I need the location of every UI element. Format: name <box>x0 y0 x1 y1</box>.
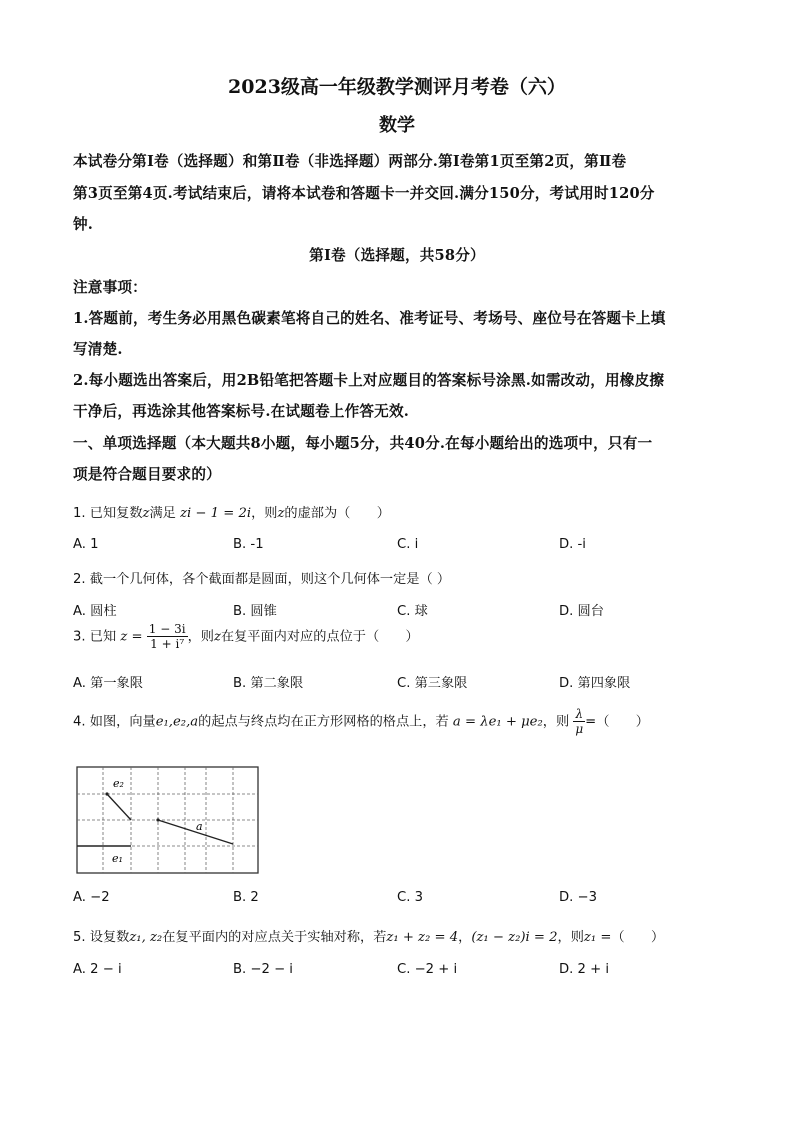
part-heading: 第Ⅰ卷（选择题，共58分） <box>309 247 485 264</box>
question-1-option-b: B. -1 <box>233 537 264 552</box>
question-4-option-a: A. −2 <box>73 890 110 905</box>
question-3-stem: 3. 已知 z = $\frac{1 - 3i}{\text{1 + i⁷}}$ ，则z在复平面内对应的点位于（ ） <box>73 622 419 651</box>
question-1-option-a: A. 1 <box>73 537 99 552</box>
question-2-option-b: B. 圆锥 <box>233 604 277 619</box>
question-2-option-c: C. 球 <box>397 604 428 619</box>
section-heading-line-1: 一、单项选择题（本大题共8小题，每小题5分，共40分.在每小题给出的选项中，只有一 <box>73 435 653 452</box>
section-heading-line-2: 项是符合题目要求的） <box>73 466 221 483</box>
label-e1: e₁ <box>112 852 123 865</box>
question-2-option-a: A. 圆柱 <box>73 604 117 619</box>
intro-line-3: 钟. <box>73 216 94 233</box>
vector-e2-line <box>107 794 131 820</box>
question-4-option-b: B. 2 <box>233 890 259 905</box>
question-1-option-d: D. -i <box>559 537 586 552</box>
question-3-option-c: C. 第三象限 <box>397 676 468 691</box>
question-1-option-c: C. i <box>397 537 419 552</box>
question-1-stem: 1. 已知复数z满足 zi − 1 = 2i，则z的虚部为（ ） <box>73 506 390 521</box>
exam-title: 2023级高一年级教学测评月考卷（六） <box>228 76 566 98</box>
question-3-option-b: B. 第二象限 <box>233 676 304 691</box>
intro-line-1: 本试卷分第Ⅰ卷（选择题）和第Ⅱ卷（非选择题）两部分.第Ⅰ卷第1页至第2页，第Ⅱ卷 <box>73 153 627 170</box>
question-2-stem: 2. 截一个几何体，各个截面都是圆面，则这个几何体一定是（ ） <box>73 572 451 587</box>
notes-heading: 注意事项： <box>73 279 147 296</box>
label-e2: e₂ <box>113 777 124 790</box>
note-2-line-2: 干净后，再选涂其他答案标号.在试题卷上作答无效. <box>73 403 410 420</box>
question-4-option-c: C. 3 <box>397 890 423 905</box>
label-a: a <box>196 820 203 833</box>
question-4-stem: 4. 如图，向量e₁,e₂,a的起点与终点均在正方形网格的格点上，若 a = λe₁ + μe₂，则 $\frac{\lambda}{\mu}$ =（ ） <box>73 707 649 736</box>
question-3-option-d: D. 第四象限 <box>559 676 631 691</box>
question-3-fraction: $\frac{1 - 3i}{\text{1 + i⁷}}$ <box>148 622 186 651</box>
question-4-option-d: D. −3 <box>559 890 597 905</box>
intro-line-2: 第3页至第4页.考试结束后，请将本试卷和答题卡一并交回.满分150分，考试用时120分 <box>73 185 655 202</box>
note-1-line-1: 1.答题前，考生务必用黑色碳素笔将自己的姓名、准考证号、考场号、座位号在答题卡上填 <box>73 310 666 327</box>
question-3-option-a: A. 第一象限 <box>73 676 143 691</box>
question-5-option-b: B. −2 − i <box>233 962 293 977</box>
question-4-ratio: $\frac{\lambda}{\mu}$ <box>575 707 584 736</box>
question-2-option-d: D. 圆台 <box>559 604 604 619</box>
question-5-option-c: C. −2 + i <box>397 962 458 977</box>
question-1-equation: zi − 1 = 2i <box>180 506 252 521</box>
subject-title: 数学 <box>379 115 415 136</box>
question-4-grid-figure <box>76 764 260 876</box>
question-5-option-d: D. 2 + i <box>559 962 610 977</box>
question-5-stem: 5. 设复数z₁, z₂在复平面内的对应点关于实轴对称，若z₁ + z₂ = 4，(z₁ − z₂)i = 2，则z₁ =（ ） <box>73 930 665 945</box>
note-2-line-1: 2.每小题选出答案后，用2B铅笔把答题卡上对应题目的答案标号涂黑.如需改动，用橡皮擦 <box>73 372 665 389</box>
question-5-option-a: A. 2 − i <box>73 962 122 977</box>
note-1-line-2: 写清楚. <box>73 341 123 358</box>
